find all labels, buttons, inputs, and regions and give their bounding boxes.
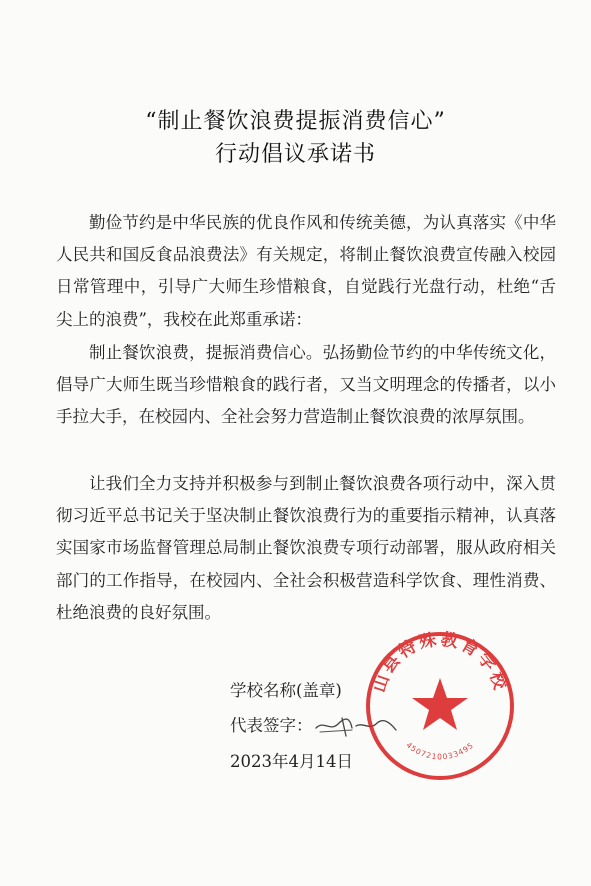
paragraph-intro: 勤俭节约是中华民族的优良作风和传统美德，为认真落实《中华人民共和国反食品浪费法》有关规定，将制止餐饮浪费宣传融入校园日常管理中，引导广大师生珍惜粮食，自觉践行光盘行动，杜绝“舌尖上的浪费”，我校在此郑重承诺：	[56, 213, 556, 329]
document-title-line-1: “制止餐饮浪费提振消费信心”	[145, 109, 446, 134]
official-seal-stamp	[360, 626, 520, 786]
svg-text:山县特殊教育学校: 山县特殊教育学校	[369, 629, 511, 695]
paragraph-commitment: 制止餐饮浪费，提振消费信心。弘扬勤俭节约的中华传统文化，倡导广大师生既当珍惜粮食的践行者，又当文明理念的传播者，以小手拉大手，在校园内、全社会努力营造制止餐饮浪费的浓厚氛围。	[56, 343, 556, 427]
svg-text:4507210033495: 4507210033495	[404, 740, 476, 762]
school-name-label: 学校名称(盖章)	[230, 681, 342, 700]
representative-signature-label: 代表签字：	[230, 716, 313, 735]
document-title-line-2: 行动倡议承诺书	[214, 142, 376, 167]
paragraph-call-to-action: 让我们全力支持并积极参与到制止餐饮浪费各项行动中，深入贯彻习近平总书记关于坚决制止餐饮浪费行为的重要指示精神，认真落实国家市场监督管理总局制止餐饮浪费专项行动部署，服从政府相关部门的工作指导，在校园内、全社会积极营造科学饮食、理性消费、杜绝浪费的良好氛围。	[56, 474, 556, 622]
signing-date: 2023年4月14日	[230, 752, 353, 771]
